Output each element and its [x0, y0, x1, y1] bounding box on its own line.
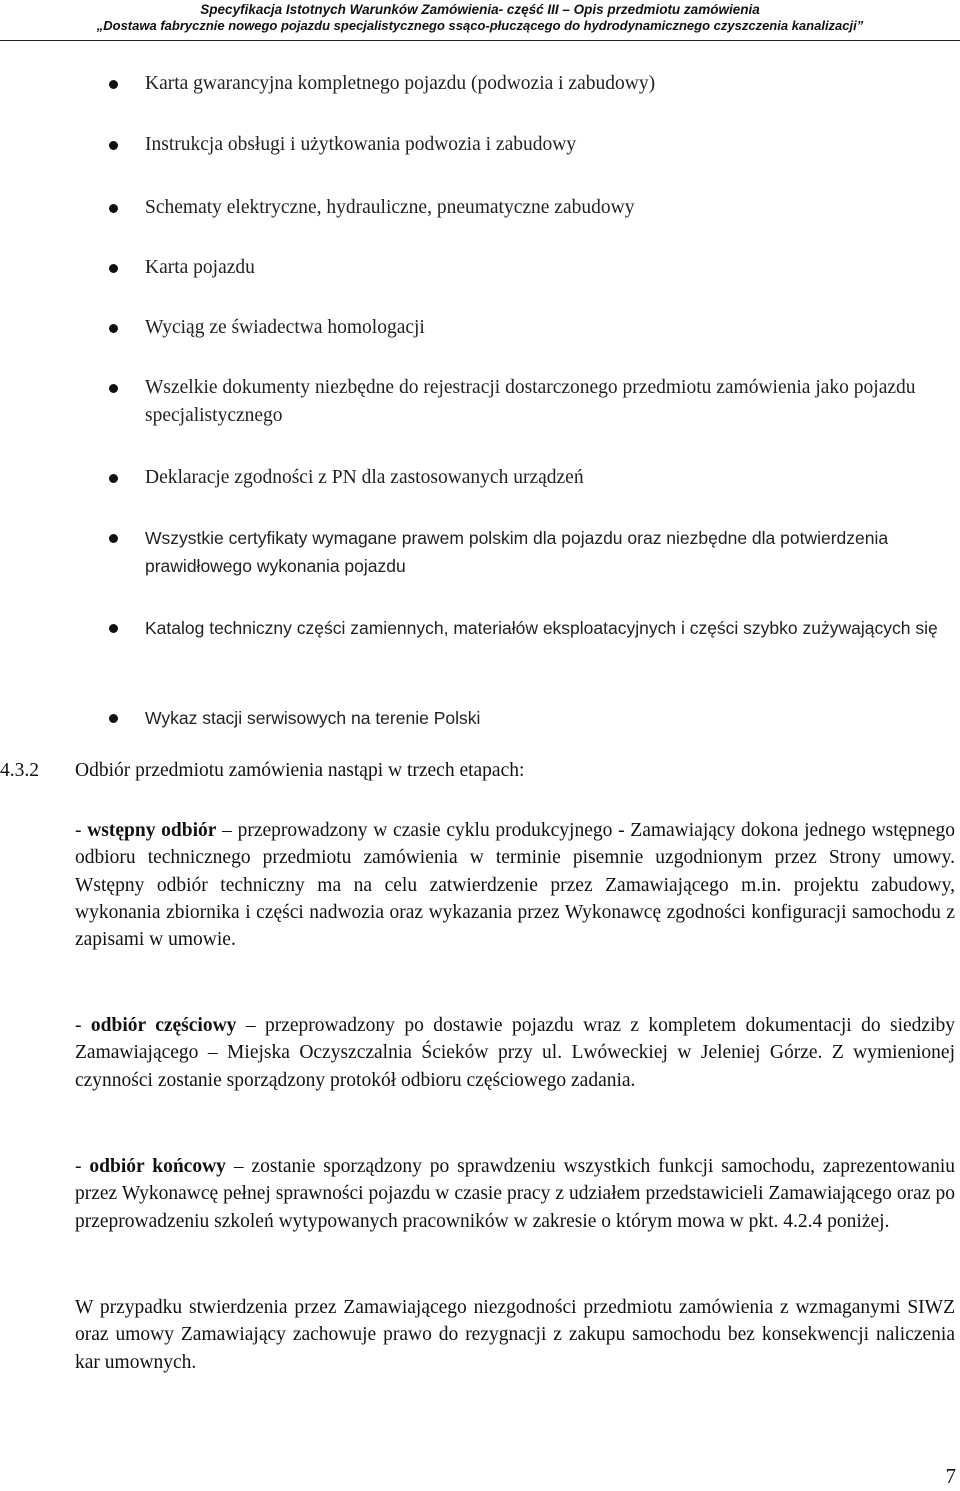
bullet-icon: [109, 80, 118, 89]
header-subtitle: „Dostawa fabrycznie nowego pojazdu specjalistycznego ssąco-płuczącego do hydrodynamicznego czyszczenia kanalizacji”: [96, 18, 864, 33]
section-number: 4.3.2: [0, 760, 39, 781]
bullet-icon: [109, 384, 118, 393]
page-number: 7: [945, 1464, 956, 1488]
paragraph-term: odbiór końcowy: [89, 1156, 226, 1177]
paragraph-prefix: -: [75, 1015, 91, 1036]
bullet-icon: [109, 264, 118, 273]
list-item-text: Wszelkie dokumenty niezbędne do rejestracji dostarczonego przedmiotu zamówienia jako pojazdu specjalistycznego: [145, 377, 916, 426]
list-item-text: Wykaz stacji serwisowych na terenie Polski: [145, 708, 481, 728]
paragraph-final-acceptance: [75, 1153, 955, 1235]
paragraph-text: – przeprowadzony po dostawie pojazdu wraz z kompletem dokumentacji do siedziby Zamawiającego – Miejska Oczyszczalnia Ścieków przy ul. Lwóweckiej w Jeleniej Górze. Z wymienionej czynności zostanie sporządzony protokół odbioru częściowego zadania.: [75, 1015, 955, 1091]
paragraph-nonconformity: [75, 1294, 955, 1376]
bullet-icon: [109, 534, 118, 543]
page-header: [0, 0, 960, 52]
list-item-text: Wszystkie certyfikaty wymagane prawem polskim dla pojazdu oraz niezbędne dla potwierdzenia prawidłowego wykonania pojazdu: [145, 528, 889, 576]
header-title: Specyfikacja Istotnych Warunków Zamówienia- część III – Opis przedmiotu zamówienia: [200, 2, 760, 17]
paragraph-text: – zostanie sporządzony po sprawdzeniu wszystkich funkcji samochodu, zaprezentowaniu przez Wykonawcę pełnej sprawności pojazdu w czasie pracy z udziałem przedstawicieli Zamawiającego oraz po przeprowadzeniu szkoleń wytypowanych pracowników w zakresie o którym mowa w pkt. 4.2.4 poniżej.: [75, 1156, 955, 1232]
list-item-text: Katalog techniczny części zamiennych, materiałów eksploatacyjnych i części szybko zużywających się: [145, 618, 938, 638]
section-title: Odbiór przedmiotu zamówienia nastąpi w trzech etapach:: [75, 760, 525, 781]
paragraph-initial-acceptance: [75, 817, 955, 953]
paragraph-partial-acceptance: [75, 1012, 955, 1094]
paragraph-text: W przypadku stwierdzenia przez Zamawiającego niezgodności przedmiotu zamówienia z wzmaganymi SIWZ oraz umowy Zamawiający zachowuje prawo do rezygnacji z zakupu samochodu bez konsekwencji naliczenia kar umownych.: [75, 1297, 955, 1373]
list-item-text: Schematy elektryczne, hydrauliczne, pneumatyczne zabudowy: [145, 197, 635, 218]
paragraph-term: odbiór częściowy: [90, 1015, 237, 1036]
list-item-text: Deklaracje zgodności z PN dla zastosowanych urządzeń: [145, 467, 584, 488]
paragraph-prefix: -: [75, 1156, 90, 1177]
list-item-text: Karta gwarancyjna kompletnego pojazdu (podwozia i zabudowy): [145, 73, 656, 94]
bullet-icon: [109, 714, 118, 723]
bullet-icon: [109, 204, 118, 213]
list-item-text: Instrukcja obsługi i użytkowania podwozia i zabudowy: [145, 134, 577, 155]
bullet-icon: [109, 324, 118, 333]
bullet-icon: [109, 624, 118, 633]
list-item-text: Wyciąg ze świadectwa homologacji: [145, 317, 425, 338]
paragraph-text: – przeprowadzony w czasie cyklu produkcyjnego - Zamawiający dokona jednego wstępnego odbioru technicznego przedmiotu zamówienia w terminie pisemnie uzgodnionym przez Strony umowy. Wstępny odbiór techniczny ma na celu zatwierdzenie przez Zamawiającego m.in. projektu zabudowy, wykonania zbiornika i części nadwozia oraz wykazania przez Wykonawcę zgodności konfiguracji samochodu z zapisami w umowie.: [75, 820, 955, 951]
bullet-icon: [109, 141, 118, 150]
bullet-icon: [109, 474, 118, 483]
list-item-text: Karta pojazdu: [145, 257, 255, 278]
paragraph-term: wstępny odbiór: [87, 820, 217, 841]
header-rule: [0, 40, 960, 41]
paragraph-prefix: -: [75, 820, 88, 841]
